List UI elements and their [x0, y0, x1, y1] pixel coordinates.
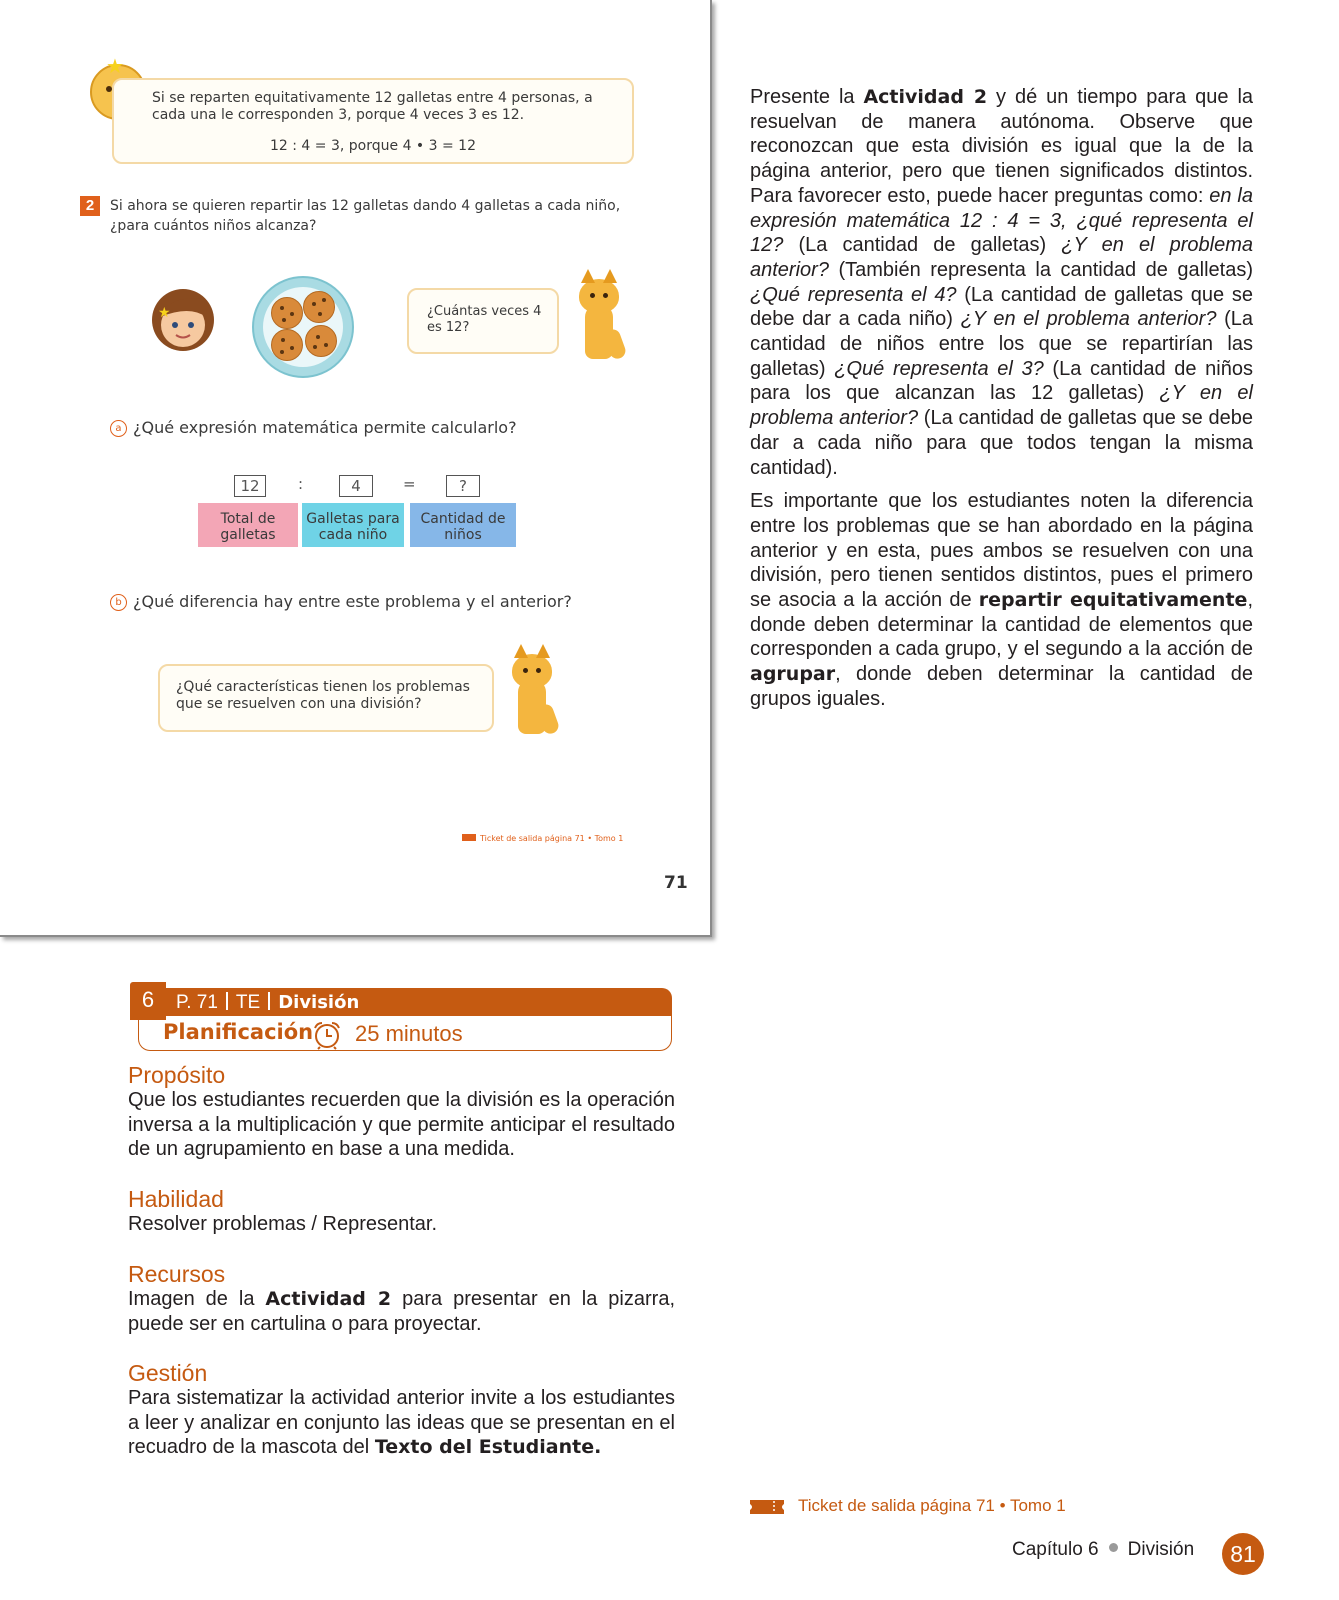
activity-paragraph: Presente la Actividad 2 y dé un tiempo para que la resuelvan de manera autónoma. Observe que reconozcan que esta división es igual que la de la página anterior, pero que tienen significados distintos. Para favorecer esto, puede hacer preguntas como: en la expresión matemática 12 : 4 = 3, ¿qué representa el 12? (La cantidad de galletas) ¿Y en el problema anterior? (También representa la cantidad de galletas) ¿Qué representa el 4? (La cantidad de galletas que se debe dar a cada niño) ¿Y en el problema anterior? (La cantidad de niños entre los que se repartirían las galletas) ¿Qué representa el 3? (La cantidad de niños para los que alcanzan las 12 galletas) ¿Y en el problema anterior? (La cantidad de galletas que se debe dar a cada niño para que todos tengan la misma cantidad).	[750, 86, 1254, 479]
equation-divisor-box: 4	[339, 475, 373, 497]
ticket-reference-text: Ticket de salida página 71 • Tomo 1	[798, 1496, 1066, 1515]
how-many-times-bubble	[407, 288, 559, 354]
sub-question-b-text: ¿Qué diferencia hay entre este problema y el anterior?	[133, 592, 572, 611]
difference-paragraph: Es importante que los estudiantes noten la diferencia entre los problemas que se han abordado en la página anterior y en esta, pues ambos se resuelven con una división, pero tienen sentidos distintos, pues el primero se asocia a la acción de repartir equitativamente, donde deben determinar la cantidad de elementos que corresponden a cada grupo, y el segundo a la acción de agrupar, donde deben determinar la cantidad de grupos iguales.	[750, 490, 1253, 710]
ticket-icon	[462, 834, 476, 841]
proposito-text: Que los estudiantes recuerden que la división es la operación inversa a la multiplicación y que permite anticipar el resultado de un agrupamiento en base a una medida.	[128, 1089, 675, 1161]
planning-time: 25 minutos	[355, 1021, 463, 1046]
footer-chapter	[1012, 1539, 1194, 1561]
label-total-cookies: Total de galletas	[198, 503, 298, 547]
ticket-reference-small	[462, 834, 623, 843]
planning-header-bar	[166, 988, 672, 1016]
bullet-dot-icon	[1109, 1543, 1118, 1552]
planning-topic: División	[278, 992, 360, 1013]
student-book-page	[0, 0, 712, 937]
mascot-speech-bubble	[112, 78, 634, 164]
question-number-badge: 2	[80, 196, 100, 216]
footer-chapter-label: Capítulo 6	[1012, 1539, 1099, 1560]
sub-question-a	[110, 418, 517, 437]
equation-dividend-box: 12	[234, 475, 266, 497]
question-text: Si ahora se quieren repartir las 12 galletas dando 4 galletas a cada niño, ¿para cuántos niños alcanza?	[110, 198, 621, 234]
fox-mascot-icon	[577, 275, 621, 365]
recursos-text: Imagen de la Actividad 2 para presentar en la pizarra, puede ser en cartulina o para proyectar.	[128, 1288, 675, 1335]
mascot-equation: 12 : 4 = 3, porque 4 • 3 = 12	[270, 138, 476, 154]
right-column-text	[750, 85, 1253, 721]
mascot-cat-icon: ★	[90, 64, 146, 120]
proposito-heading: Propósito	[128, 1062, 226, 1088]
recursos-heading: Recursos	[128, 1261, 226, 1287]
habilidad-text: Resolver problemas / Representar.	[128, 1213, 438, 1235]
child-face-icon	[150, 287, 216, 353]
division-problems-bubble	[158, 664, 494, 732]
book-page-number: 71	[664, 873, 688, 893]
footer-topic: División	[1127, 1539, 1195, 1560]
habilidad-heading: Habilidad	[128, 1186, 224, 1212]
alarm-clock-icon	[312, 1020, 342, 1050]
gestion-text: Para sistematizar la actividad anterior invite a los estudiantes a leer y analizar en conjunto las ideas que se presentan en el recuadro de la mascota del Texto del Estudiante.	[128, 1387, 675, 1459]
sub-question-a-letter: a	[110, 420, 127, 437]
equation-equals-sign: =	[403, 475, 416, 493]
equation-result-box: ?	[446, 475, 480, 497]
label-number-of-children: Cantidad de niños	[410, 503, 516, 547]
plate-of-cookies-icon	[252, 276, 354, 378]
mascot-text: Si se reparten equitativamente 12 galletas entre 4 personas, a cada una le corresponden 3, porque 4 veces 3 es 12.	[152, 90, 593, 123]
sub-question-b-letter: b	[110, 594, 127, 611]
sub-question-b	[110, 592, 572, 611]
planning-number-badge: 6	[130, 982, 166, 1020]
fox-mascot-icon-2	[510, 650, 554, 740]
division-problems-text: ¿Qué características tienen los problemas que se resuelven con una división?	[176, 679, 470, 712]
label-cookies-per-child: Galletas para cada niño	[302, 503, 404, 547]
equation-division-sign: :	[298, 475, 304, 493]
how-many-times-text: ¿Cuántas veces 4 es 12?	[427, 304, 542, 335]
ticket-icon	[750, 1500, 784, 1514]
planning-page-ref: P. 71	[176, 992, 218, 1013]
planning-title: Planificación	[163, 1020, 314, 1044]
svg-text:★: ★	[158, 305, 171, 321]
page-number: 81	[1222, 1533, 1264, 1575]
planning-te: TE	[235, 992, 261, 1013]
gestion-heading: Gestión	[128, 1360, 208, 1386]
ticket-reference-small-text: Ticket de salida página 71 • Tomo 1	[480, 834, 624, 843]
sub-question-a-text: ¿Qué expresión matemática permite calcularlo?	[133, 418, 517, 437]
